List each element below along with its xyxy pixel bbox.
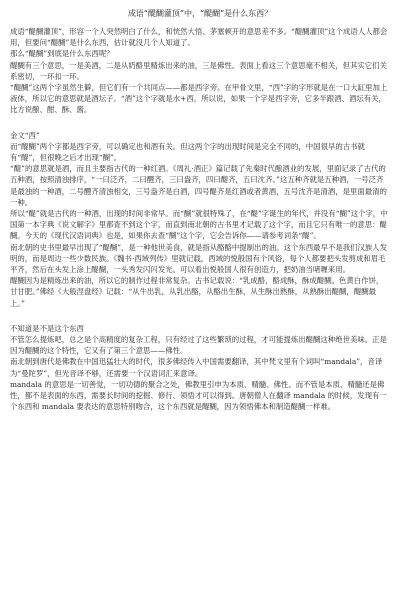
paragraph: 不管怎么提炼吧，总之是个高精度的复杂工程，只有经过了这些繁琐的过程，才可能提炼出醍醐这种绝世美味。正是因为醍醐的这个特性，它又有了第三个意思——佛性。 [10, 335, 387, 356]
paragraph: 成语“醍醐灌顶”，形容一个人突然明白了什么，和恍然大悟、茅塞顿开的意思差不多。“醍醐灌顶”这个成语人人都会用，但要问“醍醐”是什么东西，估计就没几个人知道了。 [10, 27, 388, 48]
image-placeholder-gap [10, 309, 390, 323]
paragraph: 醍醐因为是精炼出来的油，所以它的制作过程非常复杂。古书记载说：“乳成酪，酪成酥，酥成醍醐。色黄白作饼，甘甘肥。”佛经《大般涅盘经》记载：“从牛出乳，从乳出酪，从酪出生酥，从生酥出熟酥，从熟酥出醍醐，醍醐最上。” [10, 276, 384, 308]
paragraph: mandala 的意思是一切善觉，一切功德的聚合之处，佛教里引申为本质、精髓、佛性。而不管是本质、精髓还是佛性，都不是表面的东西，需要长时间的挖掘、修行、领悟才可以得到。唐朝僧人在翻译 mandala 的时候，发现有一个东西和 mandala 要表达的意思特别吻合，这个东西就是醍醐，因为领悟佛本和制造醍醐一样难。 [10, 379, 387, 412]
paragraph: 南北朝的史书里最早出现了“醍醐”，是一种他世美食，就是指从酪酪中提制出的油。这个东西最早不是我们汉族人发明的，而是周边一些少数民族。《魏书·西域列传》里就记载，西域的悦般国有个风俗，每个人都要把头发剪成和眉毛平齐，然后在头发上涂上醍醐，一头秀发闪闪发光。可以看出悦般国人很有创造力，把奶油当啫喱来用。 [10, 242, 388, 275]
image-caption: 不知道是不是这个东西 [10, 323, 84, 333]
paragraph: “醍醐”这两个字虽然生僻，但它们有一个共同点——都是西字旁。在甲骨文里，“西”字的字形就是在一口大缸里加上液体，所以它的意思就是酒坛子。“酒”这个字就是水+西。所以说，如果一个字是西字旁，它多半跟酒、酒坛有关，比方说酿、酣、酥、酱。 [10, 83, 388, 115]
article-title: 成语“醍醐灌顶”中，“醍醐”是什么东西？ [127, 9, 273, 18]
paragraph: 醍醐有三个意思，一是美酒，二是从奶酪里精炼出来的油，三是佛性。表面上看这三个意思毫不相关，但其实它们关系密切，一环扣一环。 [10, 60, 387, 81]
paragraph: 那么“醍醐”到底是什么东西呢？ [10, 49, 114, 59]
paragraph: 所以“醍”就是古代的一种酒，出现的时间非常早。而“醐”就很特殊了，在“醍”字诞生的年代，并没有“醐”这个字，中国第一本字典《说文解字》里都查不到这个字，而直到南北朝的古书里才记载了这个字，而且它只有唯一的意思：醍醐。今天的《现代汉语词典》也是，如果你去查“醐”这个字，它会告诉你——请参考词条“醍”。 [10, 209, 388, 241]
paragraph: 南北朝到唐代是佛教在中国迅猛壮大的时代，很多佛经传入中国需要翻译，其中梵文里有个词叫“mandala”，音译为“曼陀罗”，但光音译不够，还需要一个汉语词汇来意译。 [10, 357, 383, 378]
image-placeholder-gap [10, 116, 390, 130]
paragraph: “醍”的意思就是酒，而且主要指古代的一种红酒。《周礼·酒正》篇记载了先秦时代酿酒业的发展，里面记录了古代的五种酒，按照清浊排序，“一曰泛齐，二曰醴齐，三曰盎齐，四曰醍齐，五曰沈齐。”这五种齐就是五种酒，一号泛齐是最浊的一种酒，二号醴齐清浊相交，三号盎齐是白酒，四号醍齐是红酒或者黄酒，五号沈齐是清酒，是里面最清的一种。 [10, 164, 387, 207]
paragraph: 而“醍醐”两个字都是西字旁，可以确定也和酒有关。但这两个字的出现时间是完全不同的，中国很早的古书就有“醍”，但很晚之后才出现“醐”。 [10, 141, 365, 163]
image-caption: 金文“西” [10, 130, 40, 140]
